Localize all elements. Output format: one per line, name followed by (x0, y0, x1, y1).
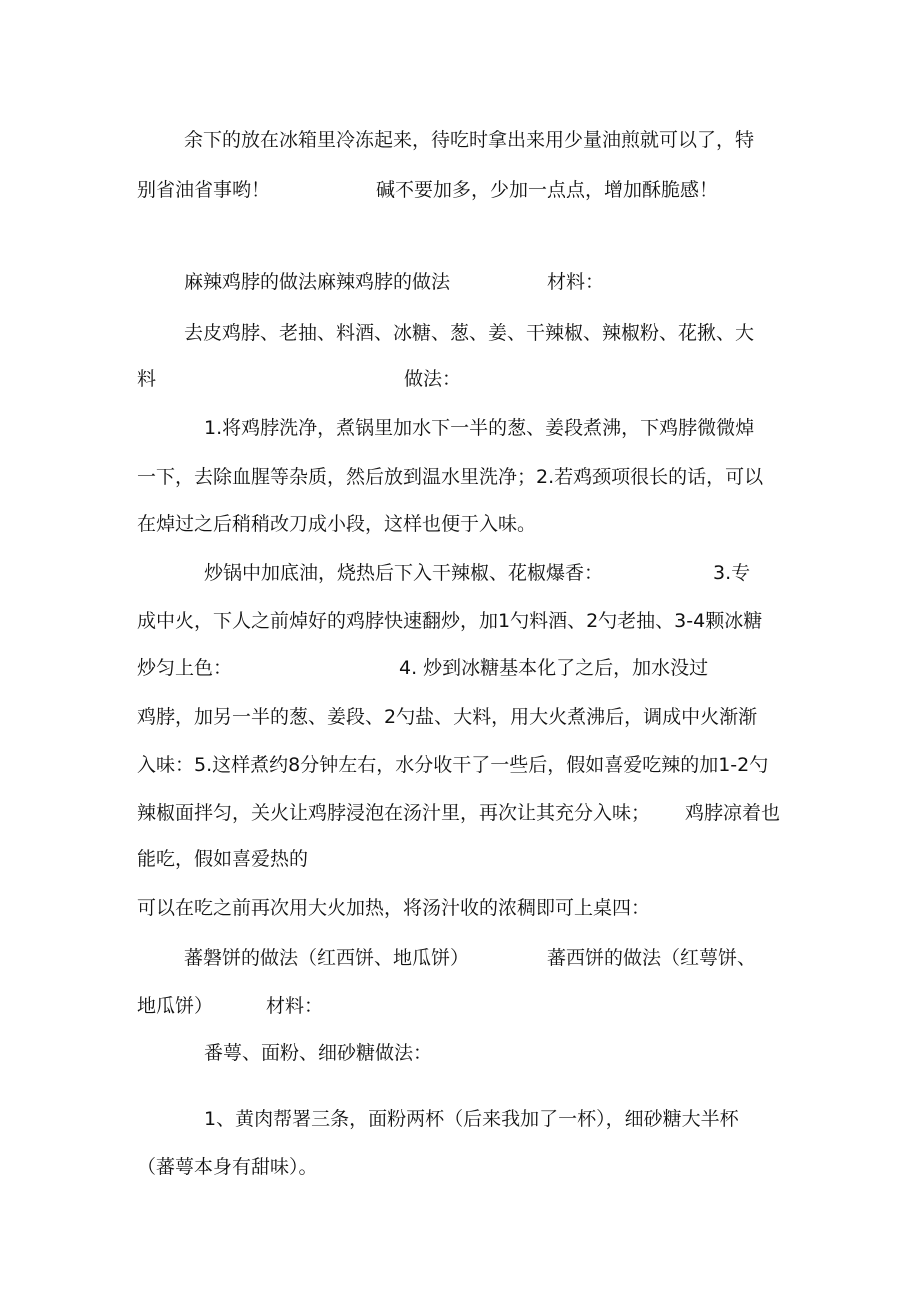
text-line: 碱不要加多，少加一点点，增加酥脆感！ (376, 179, 719, 201)
text-line: 去皮鸡脖、老抽、料酒、冰糖、葱、姜、干辣椒、辣椒粉、花揪、大 (184, 322, 755, 344)
text-line: 炒锅中加底油，烧热后下入干辣椒、花椒爆香： (204, 562, 604, 584)
text-line: 入味：5.这样煮约8分钟左右，水分收干了一些后，假如喜爱吃辣的加1-2勺 (137, 754, 769, 776)
text-line: 辣椒面拌匀，关火让鸡脖浸泡在汤汁里，再次让其充分入味； (137, 802, 651, 824)
text-line: 别省油省事哟！ (137, 179, 271, 201)
text-line: 鸡脖，加另一半的葱、姜段、2勺盐、大料，用大火煮沸后，调成中火渐渐 (137, 706, 758, 728)
text-line: 余下的放在冰箱里冷冻起来，待吃时拿出来用少量油煎就可以了，特 (184, 129, 755, 151)
text-line: 麻辣鸡脖的做法麻辣鸡脖的做法 (184, 271, 451, 293)
text-line: 能吃，假如喜爱热的 (137, 848, 309, 870)
text-line: 炒匀上色： (137, 657, 233, 679)
text-line: 1.将鸡脖洗净，煮锅里加水下一半的葱、姜段煮沸，下鸡脖微微焯 (204, 417, 755, 439)
text-line: 一下，去除血腥等杂质，然后放到温水里洗净；2.若鸡颈项很长的话，可以 (137, 466, 764, 488)
text-line: 鸡脖凉着也 (685, 802, 781, 824)
text-line: 在焯过之后稍稍改刀成小段，这样也便于入味。 (137, 513, 537, 535)
text-line: 材料： (266, 995, 324, 1017)
text-line: 1、黄肉帮署三条，面粉两杯（后来我加了一杯），细砂糖大半杯 (204, 1108, 739, 1130)
text-line: 4. 炒到冰糖基本化了之后，加水没过 (399, 657, 709, 679)
text-line: （蕃萼本身有甜味）。 (137, 1156, 318, 1178)
text-line: 材料： (547, 271, 605, 293)
text-line: 地瓜饼） (137, 995, 214, 1017)
text-line: 3.专 (713, 562, 751, 584)
text-line: 可以在吃之前再次用大火加热，将汤汁收的浓稠即可上桌四： (137, 897, 651, 919)
text-line: 蕃磐饼的做法（红西饼、地瓜饼） (184, 947, 470, 969)
text-line: 蕃西饼的做法（红萼饼、 (547, 947, 757, 969)
text-line: 成中火，下人之前焯好的鸡脖快速翻炒，加1勺料酒、2勺老抽、3-4颗冰糖 (137, 610, 763, 632)
text-line: 番萼、面粉、细砂糖做法： (204, 1042, 433, 1064)
text-line: 料 (137, 368, 157, 390)
text-line: 做法： (404, 368, 462, 390)
